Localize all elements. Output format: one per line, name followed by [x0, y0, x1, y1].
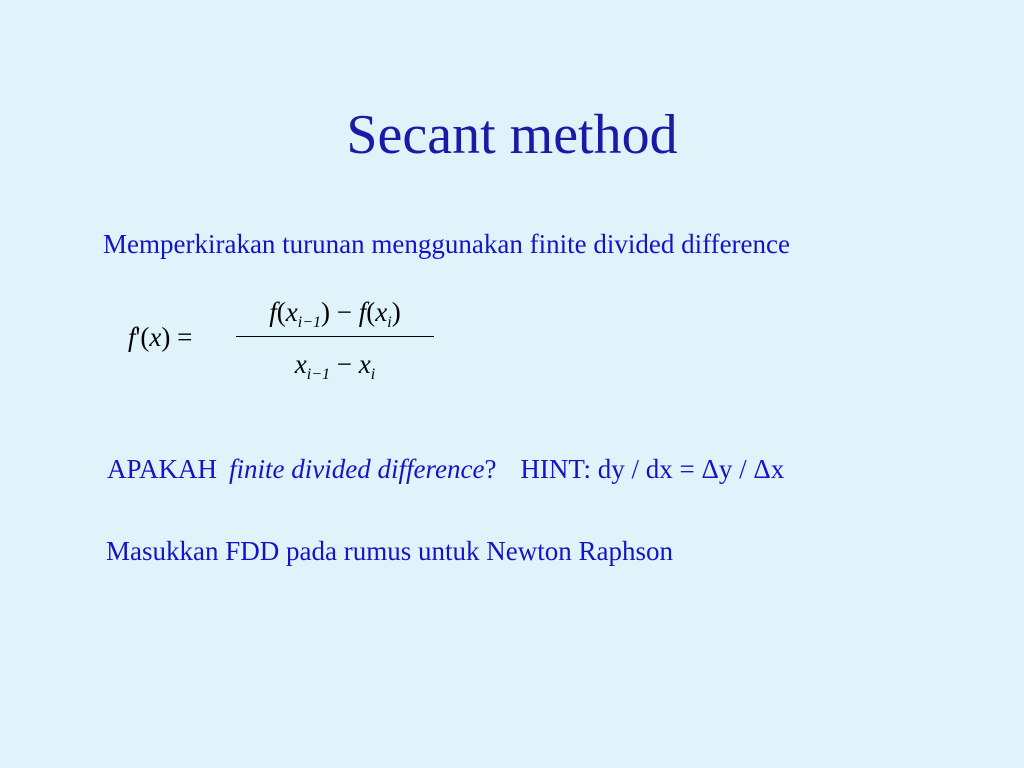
den-minus: − — [336, 349, 353, 379]
lhs-close-paren: ) — [161, 322, 171, 352]
den-subscript-1: i−1 — [306, 366, 331, 383]
den-subscript-2: i — [370, 366, 376, 383]
num-minus: − — [336, 297, 353, 327]
fraction-denominator — [236, 347, 434, 381]
num-var-2: x — [375, 297, 388, 327]
fraction-numerator: $f(x_{i-1}) - f(x_i)$ — [269, 297, 401, 331]
fraction-bar — [236, 336, 434, 337]
question-prefix: APAKAH — [107, 454, 218, 484]
lhs-function: f — [128, 322, 136, 352]
secant-derivative-formula — [118, 290, 448, 390]
slide-title: Secant method — [346, 104, 678, 166]
num-var-1: x — [285, 297, 298, 327]
lhs-prime: ' — [135, 322, 141, 352]
lhs-open-paren: ( — [140, 322, 150, 352]
formula-fraction — [236, 290, 434, 390]
num-function-2: f — [358, 297, 367, 327]
num-subscript-1: i−1 — [297, 314, 322, 331]
num-function-1: f — [269, 297, 277, 327]
hint-text: HINT: dy / dx = Δy / Δx — [520, 454, 785, 484]
question-mark: ? — [484, 454, 497, 484]
equals-sign: = — [177, 322, 193, 352]
den-var-1: x — [294, 349, 307, 379]
formula-lhs — [128, 320, 192, 354]
intro-text: Memperkirakan turunan menggunakan finite divided difference — [103, 229, 790, 259]
question-italic-term: finite divided difference — [229, 454, 485, 484]
num-subscript-2: i — [387, 314, 392, 331]
question-line — [107, 452, 784, 486]
den-var-2: x — [358, 349, 371, 379]
lhs-variable: x — [149, 322, 162, 352]
closing-text: Masukkan FDD pada rumus untuk Newton Raphson — [106, 536, 673, 566]
